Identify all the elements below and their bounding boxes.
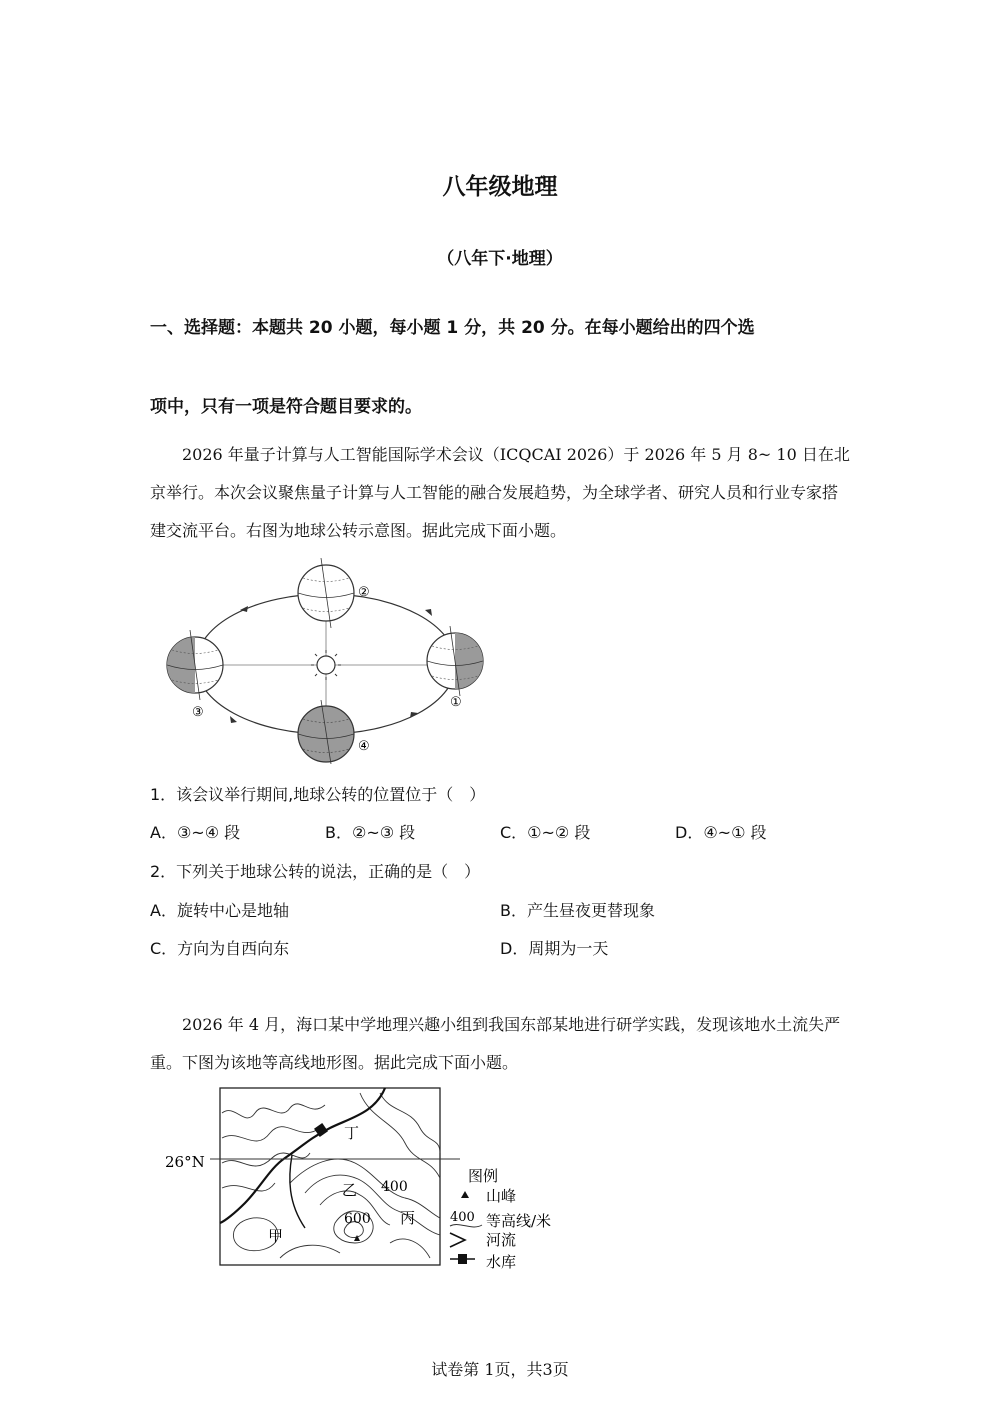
page-subtitle: （八年下·地理）: [437, 249, 563, 269]
contour-value-600: 600: [344, 1211, 371, 1227]
q1-option-d[interactable]: D．④~① 段: [675, 823, 767, 842]
q2-option-d[interactable]: D．周期为一天: [500, 939, 609, 958]
page-title: 八年级地理: [442, 174, 558, 200]
question-2: 2．下列关于地球公转的说法，正确的是（ ）: [150, 862, 481, 881]
map-legend: [450, 1167, 551, 1271]
orbit-label-3: ③: [192, 705, 204, 720]
q1-option-a[interactable]: A．③~④ 段: [150, 823, 241, 842]
question-1: 1．该会议举行期间,地球公转的位置位于（ ）: [150, 785, 486, 804]
legend-reservoir: 水库: [486, 1253, 517, 1271]
place-jia: 甲: [268, 1227, 284, 1245]
q2-option-b[interactable]: B．产生昼夜更替现象: [500, 901, 655, 920]
earth-position-3: [160, 628, 223, 700]
page-footer: 试卷第 1页，共3页: [431, 1360, 569, 1379]
legend-reservoir-icon: [458, 1254, 467, 1264]
passage-1: 2026 年量子计算与人工智能国际学术会议（ICQCAI 2026）于 2026 年 5 月 8~ 10 日在北京举行。本次会议聚焦量子计算与人工智能的融合发展趋势，为全球学者、研究人员和行业专家搭建交流平台。右图为地球公转示意图。据此完成下面小题。: [150, 445, 850, 540]
orbit-label-4: ④: [358, 739, 370, 754]
legend-river: 河流: [486, 1231, 517, 1249]
q1-option-c[interactable]: C．①~② 段: [500, 823, 591, 842]
orbit-label-1: ①: [450, 695, 462, 710]
earth-position-4: [298, 700, 354, 764]
contour-value-400: 400: [381, 1179, 408, 1195]
place-ding: 丁: [344, 1124, 360, 1142]
q2-option-a[interactable]: A．旋转中心是地轴: [150, 901, 289, 920]
legend-peak-icon: [461, 1191, 469, 1198]
legend-contour-value: 400: [450, 1210, 475, 1225]
earth-orbit-diagram: [160, 558, 490, 768]
legend-peak: 山峰: [486, 1187, 517, 1205]
earth-position-1: [427, 626, 490, 698]
orbit-label-2: ②: [358, 585, 370, 600]
section-heading-line2: 项中，只有一项是符合题目要求的。: [150, 397, 422, 417]
legend-contour: 等高线/米: [486, 1212, 552, 1230]
latitude-label: 26°N: [165, 1153, 205, 1171]
legend-title: 图例: [468, 1167, 499, 1185]
earth-position-2: [298, 558, 354, 628]
contour-map: [160, 1083, 580, 1278]
q2-option-c[interactable]: C．方向为自西向东: [150, 939, 290, 958]
section-heading-line1: 一、选择题：本题共 20 小题，每小题 1 分，共 20 分。在每小题给出的四个选: [150, 318, 755, 338]
place-yi: 乙: [342, 1181, 358, 1199]
place-bing: 丙: [400, 1209, 416, 1227]
q1-option-b[interactable]: B．②~③ 段: [325, 823, 416, 842]
passage-2: 2026 年 4 月，海口某中学地理兴趣小组到我国东部某地进行研学实践，发现该地水土流失严重。下图为该地等高线地形图。据此完成下面小题。: [150, 1015, 841, 1072]
legend-river-icon: [450, 1233, 465, 1247]
